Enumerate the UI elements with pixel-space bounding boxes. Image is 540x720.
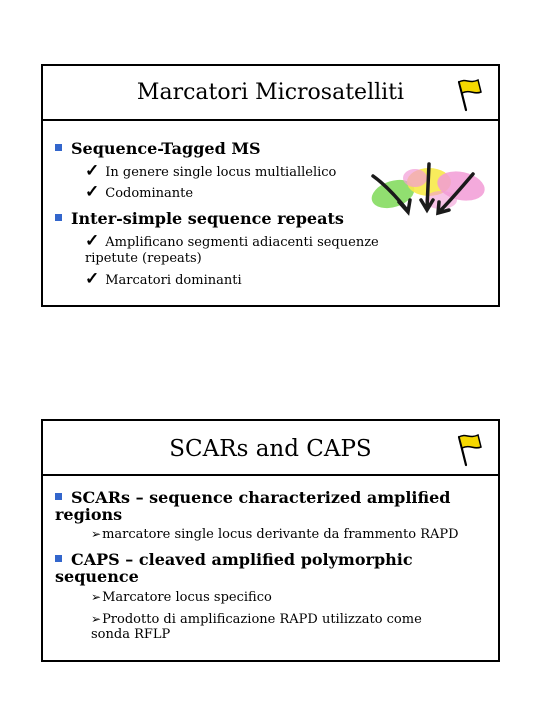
flag-icon	[448, 429, 486, 469]
checkmark-icon: ✓	[85, 161, 100, 181]
bullet-continuation: regions	[55, 505, 123, 524]
bullet-square-icon	[55, 144, 62, 151]
list-item: ➢marcatore single locus derivante da frammento RAPD	[91, 527, 459, 542]
slide-title: SCARs and CAPS	[169, 436, 372, 462]
arrowhead-bullet-icon: ➢	[91, 590, 102, 604]
bullet-square-icon	[55, 555, 62, 562]
bullet-caps: CAPS – cleaved amplified polymorphic	[55, 550, 413, 569]
bullet-scars: SCARs – sequence characterized amplified	[55, 488, 450, 507]
title-bar	[43, 66, 498, 121]
arrowhead-bullet-icon: ➢	[91, 612, 102, 626]
checkmark-icon: ✓	[85, 231, 100, 251]
flag-icon	[448, 74, 486, 114]
arrowhead-bullet-icon: ➢	[91, 527, 102, 541]
list-item-continuation: ripetute (repeats)	[85, 251, 202, 266]
slide-title: Marcatori Microsatelliti	[136, 80, 405, 105]
bullet-square-icon	[55, 493, 62, 500]
bullet-inter-simple: Inter-simple sequence repeats	[55, 209, 344, 228]
checkmark-icon: ✓	[85, 182, 100, 202]
slide-scars-caps	[41, 419, 500, 662]
colored-arrows-graphic	[365, 160, 489, 224]
bullet-sequence-tagged: Sequence-Tagged MS	[55, 139, 261, 158]
title-bar	[43, 421, 498, 476]
list-item: ✓ In genere single locus multiallelico	[85, 161, 337, 181]
list-item: ✓ Marcatori dominanti	[85, 269, 242, 289]
slide-microsatelliti	[41, 64, 500, 307]
checkmark-icon: ✓	[85, 269, 100, 289]
list-item: ➢Marcatore locus specifico	[91, 590, 272, 605]
bullet-square-icon	[55, 214, 62, 221]
list-item: ✓ Amplificano segmenti adiacenti sequenze	[85, 231, 379, 251]
list-item: ✓ Codominante	[85, 182, 194, 202]
list-item-continuation: sonda RFLP	[91, 627, 171, 642]
list-item: ➢Prodotto di amplificazione RAPD utilizzato come	[91, 612, 422, 627]
bullet-continuation: sequence	[55, 567, 139, 586]
slide-body	[43, 478, 498, 660]
